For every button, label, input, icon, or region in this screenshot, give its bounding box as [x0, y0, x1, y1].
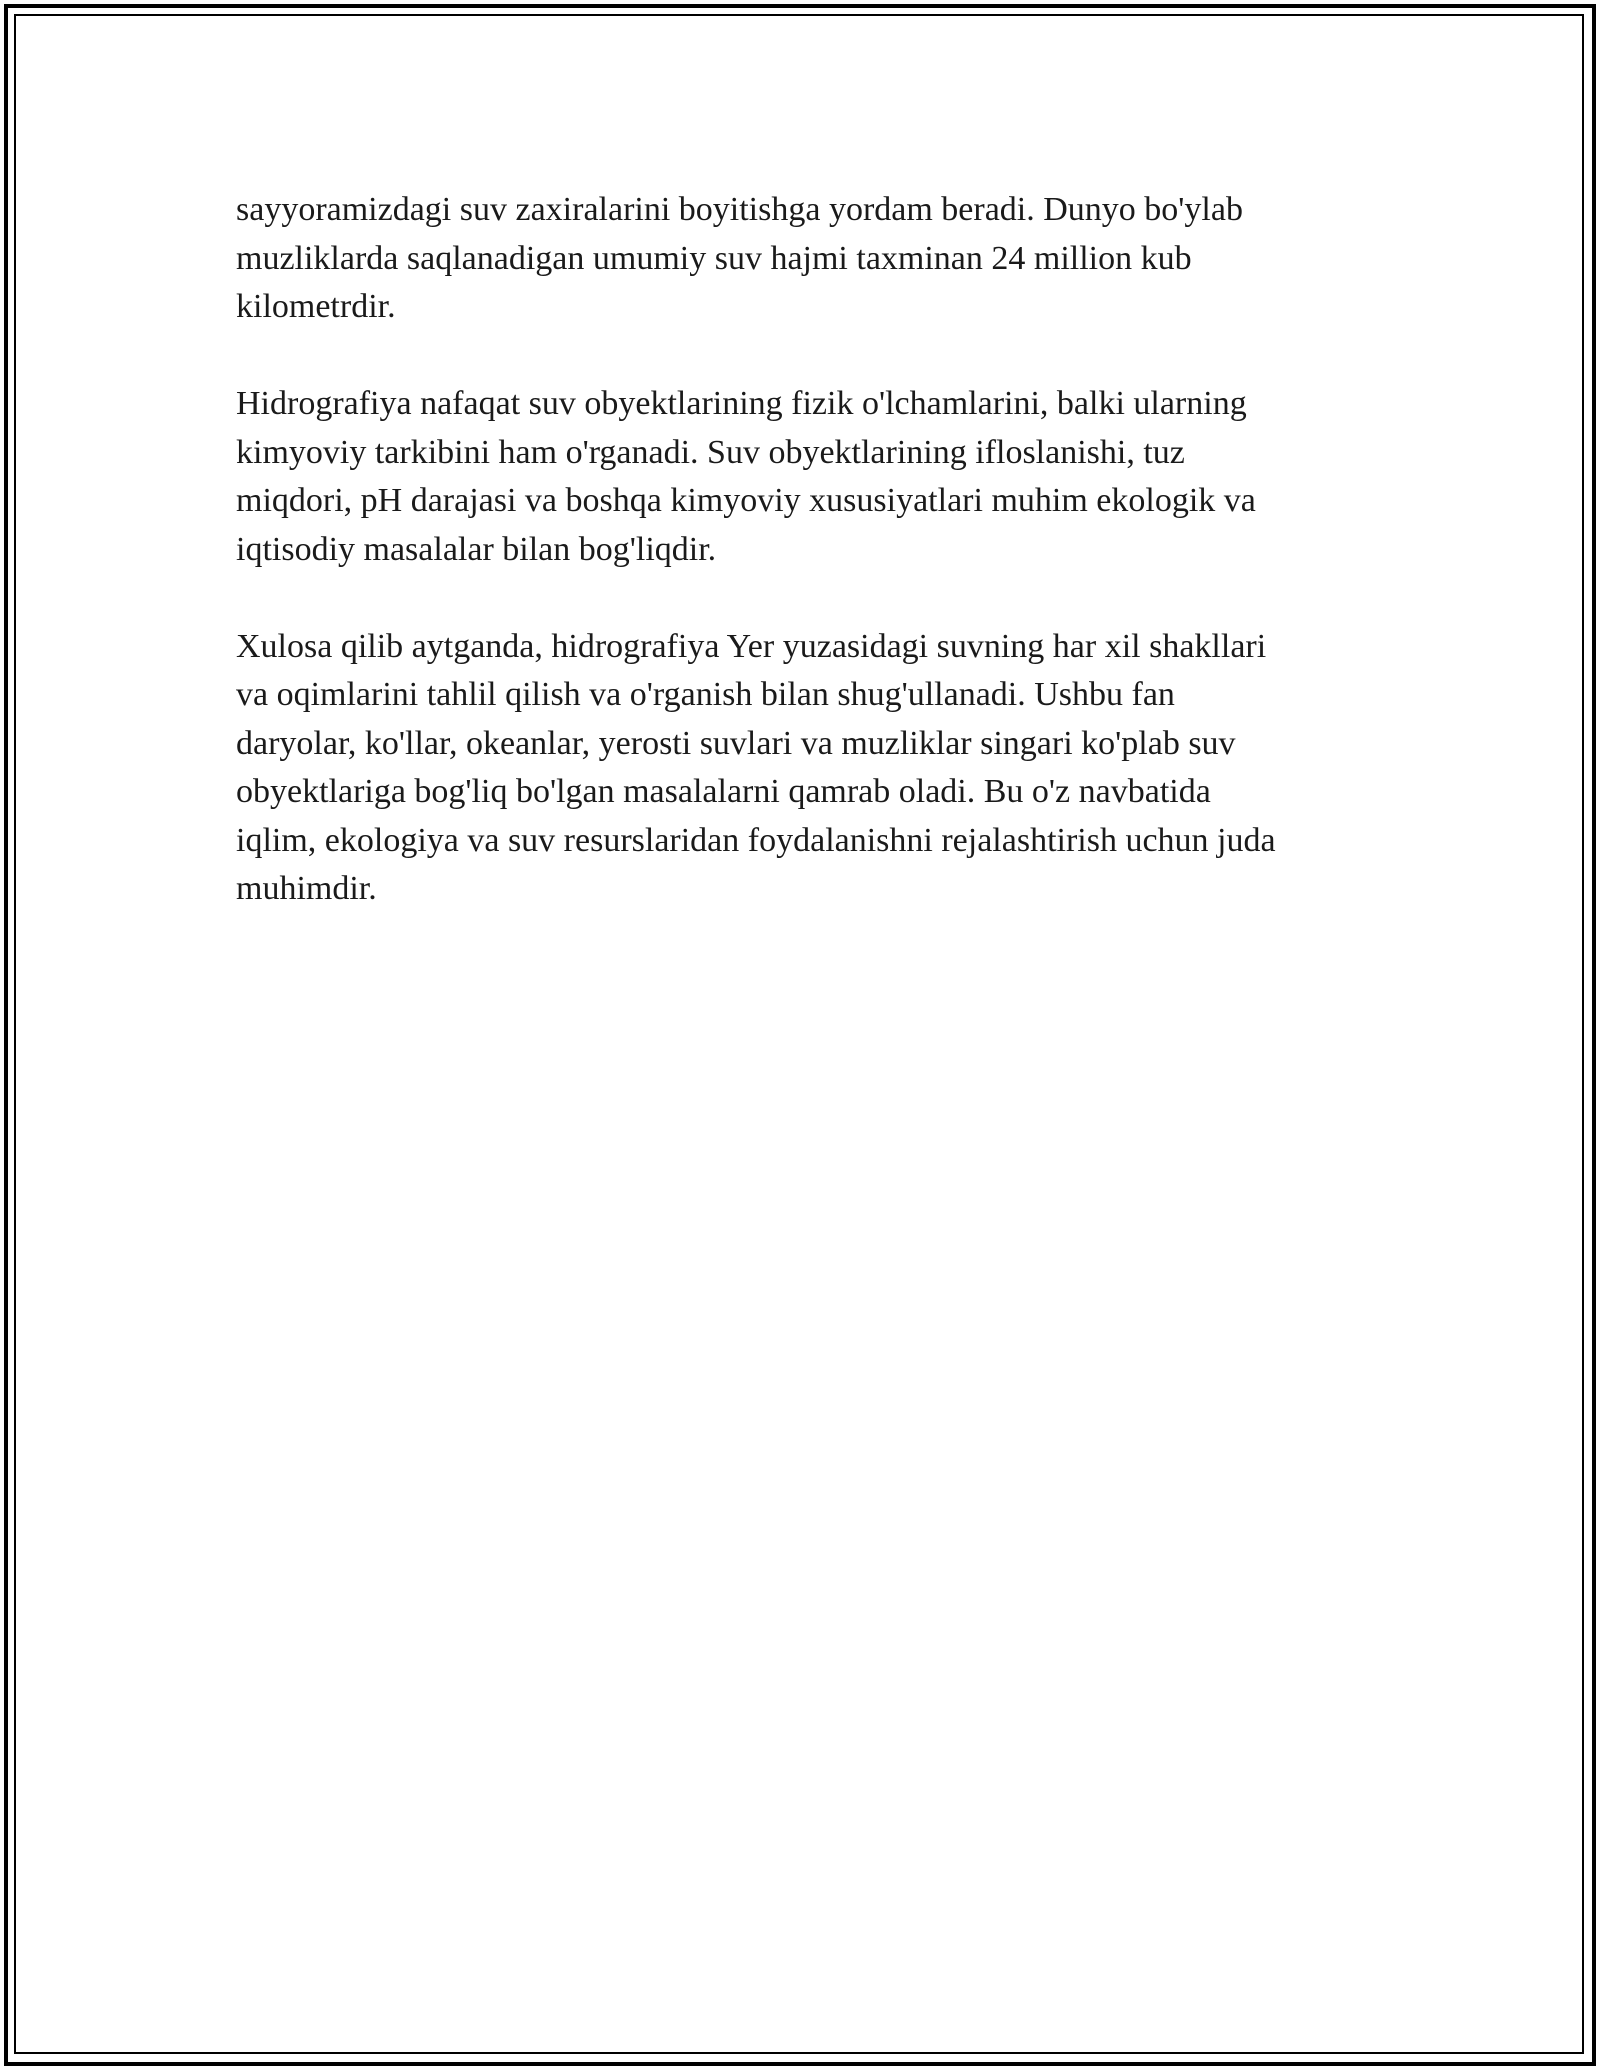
paragraph: Hidrografiya nafaqat suv obyektlarining fizik o'lchamlarini, balki ularning kimyoviy tarkibini ham o'rganadi. Suv obyektlarining ifloslanishi, tuz miqdori, pH darajasi va boshqa kimyoviy xususiyatlari muhim ekologik va iqtisodiy masalalar bilan bog'liqdir. [236, 385, 1256, 568]
paragraph: sayyoramizdagi suv zaxiralarini boyitishga yordam beradi. Dunyo bo'ylab muzliklarda saqlanadigan umumiy suv hajmi taxminan 24 million kub kilometrdir. [236, 191, 1243, 325]
paragraph: Xulosa qilib aytganda, hidrografiya Yer yuzasidagi suvning har xil shakllari va oqimlarini tahlil qilish va o'rganish bilan shug'ullanadi. Ushbu fan daryolar, ko'llar, okeanlar, yerosti suvlari va muzliklar singari ko'plab suv obyektlariga bog'liq bo'lgan masalalarni qamrab oladi. Bu o'z navbatida iqlim, ekologiya va suv resurslaridan foydalanishni rejalashtirish uchun juda muhimdir. [236, 627, 1276, 907]
document-body [236, 186, 1386, 962]
